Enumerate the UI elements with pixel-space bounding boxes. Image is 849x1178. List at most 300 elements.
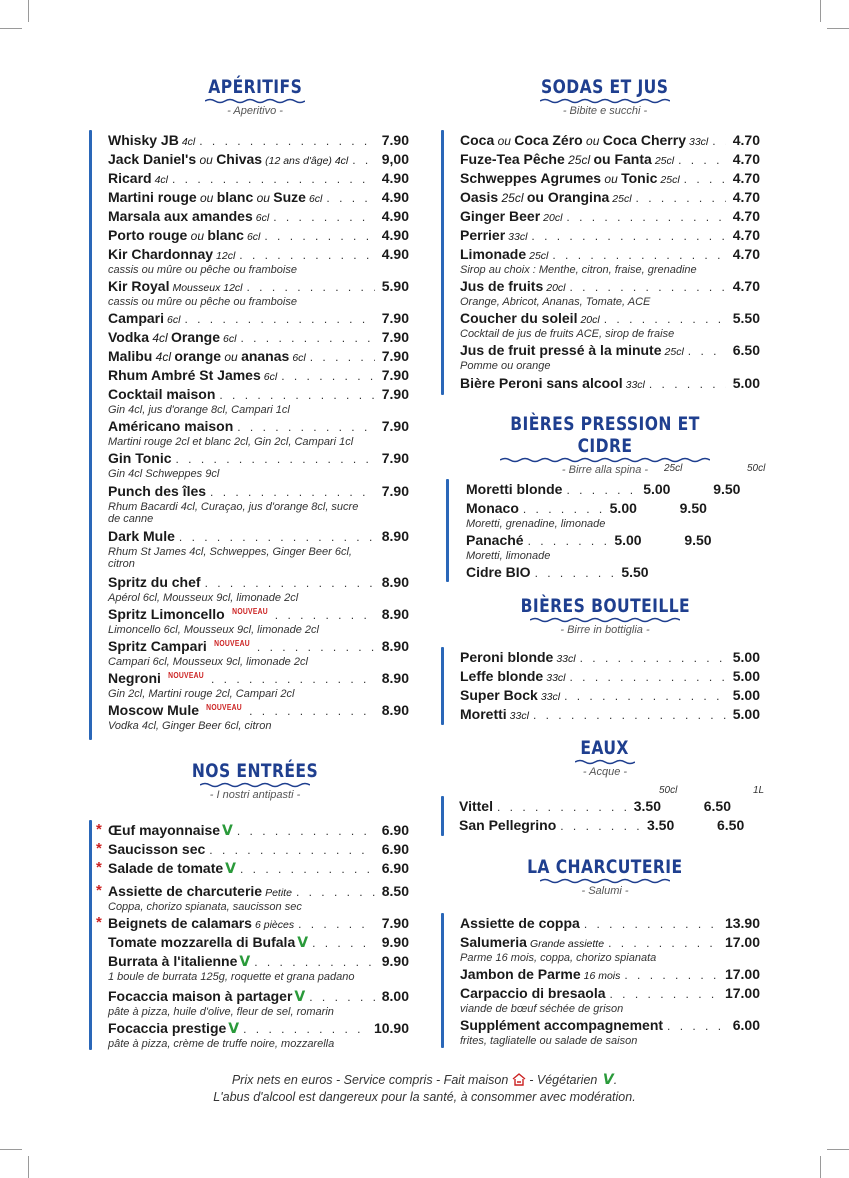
- size-text: 25cl: [498, 191, 527, 205]
- item-price: 8.50: [381, 883, 409, 899]
- dot-leader: [254, 953, 375, 972]
- menu-item: [460, 374, 760, 393]
- star-icon: *: [96, 821, 102, 838]
- dot-leader: [237, 418, 375, 437]
- accent-bar: [446, 479, 449, 582]
- section-eaux: [505, 737, 705, 778]
- section-subtitle: - Aperitivo -: [227, 105, 283, 117]
- item-name: Ricard: [108, 170, 152, 186]
- item-price: 8.90: [381, 574, 409, 590]
- item-name: Saucisson sec: [108, 841, 206, 857]
- wave-underline: [575, 759, 635, 765]
- menu-row: [108, 821, 409, 840]
- item-name: Porto rouge ou blanc: [108, 227, 244, 243]
- menu-item: [108, 277, 409, 308]
- col-header: 1L: [753, 785, 765, 796]
- dot-leader: [564, 687, 726, 706]
- item-price-small: 3.50: [633, 798, 661, 814]
- item-name: Perrier: [460, 227, 506, 243]
- dot-leader: [497, 798, 627, 817]
- dot-leader: [240, 329, 375, 348]
- item-description: Martini rouge 2cl et blanc 2cl, Gin 2cl, Campari 1cl: [108, 436, 354, 448]
- crop-mark: [820, 0, 821, 22]
- item-size: 20cl: [543, 212, 563, 224]
- menu-item: [460, 667, 760, 686]
- menu-item: [460, 226, 760, 245]
- item-name: Vittel: [459, 798, 493, 814]
- dot-leader: [608, 934, 721, 953]
- vegetarian-icon: V: [297, 935, 309, 951]
- item-name: Américano maison: [108, 418, 234, 434]
- menu-item: [460, 686, 760, 705]
- menu-item: [108, 987, 409, 1018]
- menu-item: [460, 277, 760, 308]
- menu-row: [460, 1016, 760, 1035]
- item-name: Malibu 4cl orange ou ananas: [108, 348, 290, 364]
- item-name: Campari: [108, 310, 165, 326]
- dot-leader: [523, 500, 603, 519]
- section-aperitifs: [150, 76, 360, 117]
- vegetarian-icon: V: [222, 823, 233, 839]
- section-title: SODAS ET JUS: [541, 76, 669, 98]
- item-name: Salumeria: [460, 934, 527, 950]
- menu-row: [460, 705, 760, 724]
- menu-item: [108, 131, 409, 150]
- menu-row: [108, 669, 409, 688]
- item-price: 8.00: [381, 988, 409, 1004]
- dot-leader: [273, 208, 375, 227]
- item-description: Sirop au choix : Menthe, citron, fraise, grenadine: [460, 264, 697, 276]
- dot-leader: [264, 227, 375, 246]
- menu-row: [466, 531, 766, 550]
- menu-item: [108, 637, 409, 668]
- new-badge: NOUVEAU: [206, 703, 242, 712]
- connector-text: ou: [196, 153, 217, 167]
- item-price: 6.90: [381, 841, 409, 857]
- dot-leader: [179, 528, 375, 547]
- item-price: 10.90: [373, 1020, 409, 1036]
- item-size: 25cl: [660, 174, 680, 186]
- menu-item: [460, 188, 760, 207]
- menu-item: [108, 385, 409, 416]
- item-name: Assiette de charcuterie: [108, 883, 263, 899]
- star-icon: *: [96, 840, 102, 857]
- item-name: San Pellegrino: [459, 817, 557, 833]
- item-price: 4.70: [732, 189, 760, 205]
- dot-leader: [667, 1017, 726, 1036]
- dot-leader: [570, 668, 727, 687]
- wave-underline: [530, 617, 680, 623]
- accent-bar: [89, 130, 92, 740]
- item-name: Schweppes Agrumes ou Tonic: [460, 170, 658, 186]
- dot-leader: [712, 132, 726, 151]
- menu-item: [108, 1019, 409, 1050]
- dot-leader: [535, 564, 615, 583]
- item-price: 17.00: [724, 934, 760, 950]
- item-name: Punch des îles: [108, 483, 207, 499]
- crop-mark: [827, 1149, 849, 1150]
- menu-row: [108, 914, 409, 933]
- item-price: 6.00: [732, 1017, 760, 1033]
- connector-text: ou: [196, 191, 217, 205]
- section-title: BIÈRES PRESSION ET CIDRE: [510, 413, 700, 457]
- menu-row: [108, 482, 409, 501]
- item-name: Whisky JB: [108, 132, 179, 148]
- col-header: 25cl: [664, 463, 683, 474]
- item-name: Jus de fruit pressé à la minute: [460, 342, 662, 358]
- menu-row: [108, 188, 409, 207]
- menu-row: [108, 245, 409, 264]
- item-price-large: 9.50: [713, 481, 741, 497]
- item-name: Spritz Campari: [108, 638, 207, 654]
- item-price: 4.70: [732, 170, 760, 186]
- menu-item: [108, 366, 409, 385]
- menu-row: [460, 648, 760, 667]
- menu-row: [460, 188, 760, 207]
- menu-row: [108, 701, 409, 720]
- accent-bar: [441, 913, 444, 1048]
- menu-row: [460, 245, 760, 264]
- menu-item: [460, 131, 760, 150]
- menu-item: [460, 933, 760, 964]
- menu-row: [108, 417, 409, 436]
- star-icon: *: [96, 914, 102, 931]
- menu-item: [466, 480, 766, 499]
- item-name: Martini rouge ou blanc ou Suze: [108, 189, 306, 205]
- item-description: Gin 2cl, Martini rouge 2cl, Campari 2cl: [108, 688, 295, 700]
- dot-leader: [243, 1020, 370, 1039]
- dot-leader: [247, 278, 375, 297]
- menu-row: [108, 277, 409, 296]
- section-subtitle: - Birre in bottiglia -: [560, 624, 650, 636]
- crop-mark: [0, 28, 22, 29]
- menu-row: [108, 573, 409, 592]
- item-name: Dark Mule: [108, 528, 175, 544]
- item-price: 4.90: [381, 189, 409, 205]
- section-subtitle: - I nostri antipasti -: [209, 789, 301, 801]
- menu-row: [108, 933, 409, 952]
- menu-row: [108, 169, 409, 188]
- item-size: 33cl: [689, 136, 709, 148]
- item-description: pâte à pizza, huile d'olive, fleur de sel, romarin: [108, 1006, 334, 1018]
- item-name: Jus de fruits: [460, 278, 544, 294]
- item-name: Moretti blonde: [466, 481, 563, 497]
- menu-item: [108, 933, 409, 952]
- menu-item: [460, 984, 760, 1015]
- menu-item: [460, 648, 760, 667]
- size-text: 25cl: [564, 153, 594, 167]
- menu-item: [460, 169, 760, 188]
- item-description: Rhum St James 4cl, Schweppes, Ginger Beer 6cl, citron: [108, 546, 352, 570]
- dot-leader: [312, 934, 375, 953]
- crop-mark: [820, 1156, 821, 1178]
- menu-row: [108, 637, 409, 656]
- dot-leader: [604, 310, 726, 329]
- item-price: 7.90: [381, 386, 409, 402]
- menu-item: [108, 226, 409, 245]
- section-charcuterie: [485, 856, 725, 897]
- menu-item: [108, 188, 409, 207]
- item-name: Jambon de Parme: [460, 966, 581, 982]
- item-description: Parme 16 mois, coppa, chorizo spianata: [460, 952, 657, 964]
- connector-text: ou: [494, 134, 515, 148]
- item-price: 5.00: [732, 687, 760, 703]
- item-description: pâte à pizza, crème de truffe noire, mozzarella: [108, 1038, 335, 1050]
- item-description: Gin 4cl, jus d'orange 8cl, Campari 1cl: [108, 404, 290, 416]
- item-price: 17.00: [724, 985, 760, 1001]
- item-price: 8.90: [381, 638, 409, 654]
- menu-item: [96, 859, 409, 878]
- footer: [0, 1072, 849, 1106]
- item-price: 13.90: [724, 915, 760, 931]
- item-description: Apérol 6cl, Mousseux 9cl, limonade 2cl: [108, 592, 299, 604]
- dot-leader: [172, 170, 375, 189]
- menu-item: [108, 669, 409, 700]
- dot-leader: [176, 450, 375, 469]
- item-name: Tomate mozzarella di Bufala: [108, 934, 296, 950]
- item-price: 7.90: [381, 348, 409, 364]
- dot-leader: [184, 310, 375, 329]
- menu-row: [466, 499, 766, 518]
- menu-row: [460, 374, 760, 393]
- menu-row: [108, 952, 409, 971]
- item-size: 6cl: [263, 371, 278, 383]
- dot-leader: [649, 375, 726, 394]
- item-name: Vodka 4cl Orange: [108, 329, 221, 345]
- menu-row: [108, 309, 409, 328]
- dot-leader: [636, 189, 726, 208]
- new-badge: NOUVEAU: [231, 607, 268, 616]
- item-name: Carpaccio di bresaola: [460, 985, 606, 1001]
- item-size: 33cl: [508, 231, 528, 243]
- size-text: 4cl: [152, 350, 175, 364]
- item-name: Marsala aux amandes: [108, 208, 253, 224]
- dot-leader: [533, 706, 726, 725]
- item-size: 6cl: [167, 314, 181, 326]
- dot-leader: [210, 483, 375, 502]
- dot-leader: [209, 841, 375, 860]
- menu-row: [108, 226, 409, 245]
- item-name: Jack Daniel's ou Chivas: [108, 151, 263, 167]
- menu-item: [96, 914, 409, 933]
- section-sodas: [485, 76, 725, 117]
- dot-leader: [239, 246, 375, 265]
- item-price: 4.70: [732, 208, 760, 224]
- menu-item: [108, 952, 409, 983]
- item-price: 4.70: [732, 227, 760, 243]
- dot-leader: [684, 170, 726, 189]
- item-name: Focaccia maison à partager: [108, 988, 293, 1004]
- menu-item: [108, 169, 409, 188]
- wave-underline: [540, 878, 670, 884]
- menu-item: [460, 705, 760, 724]
- footer-text: - Végétarien: [525, 1073, 598, 1087]
- menu-item: [460, 914, 760, 933]
- menu-item: [460, 245, 760, 276]
- dot-leader: [326, 189, 375, 208]
- item-price: 5.50: [732, 310, 760, 326]
- item-description: Coppa, chorizo spianata, saucisson sec: [108, 901, 302, 913]
- star-icon: *: [96, 859, 102, 876]
- accent-bar: [89, 820, 92, 1050]
- menu-row: [460, 965, 760, 984]
- item-description: Limoncello 6cl, Mousseux 9cl, limonade 2cl: [108, 624, 319, 636]
- menu-row: [460, 131, 760, 150]
- menu-item: [460, 150, 760, 169]
- menu-item: [466, 531, 766, 562]
- section-title: NOS ENTRÉES: [191, 760, 319, 782]
- item-name: Focaccia prestige: [108, 1020, 227, 1036]
- connector-text: ou: [601, 172, 622, 186]
- connector-text: ou: [582, 134, 603, 148]
- item-description: Orange, Abricot, Ananas, Tomate, ACE: [460, 296, 651, 308]
- menu-row: [108, 131, 409, 150]
- menu-row: [108, 366, 409, 385]
- crop-mark: [827, 28, 849, 29]
- accent-bar: [441, 647, 444, 725]
- item-name: Salade de tomate: [108, 860, 224, 876]
- menu-item: [108, 309, 409, 328]
- connector-text: ou: [221, 350, 242, 364]
- footer-text: Prix nets en euros - Service compris - Fait maison: [231, 1073, 509, 1087]
- item-name: Bière Peroni sans alcool: [460, 375, 623, 391]
- dot-leader: [560, 817, 640, 836]
- section-title: EAUX: [580, 737, 630, 759]
- item-price: 4.70: [732, 151, 760, 167]
- item-name: Supplément accompagnement: [460, 1017, 664, 1033]
- item-price-small: 5.00: [614, 532, 642, 548]
- accent-bar: [441, 796, 444, 836]
- item-size: 4cl: [154, 174, 169, 186]
- item-name: Spritz du chef: [108, 574, 201, 590]
- section-subtitle: - Acque -: [582, 766, 628, 778]
- item-name: Panaché: [466, 532, 524, 548]
- menu-item: [466, 563, 766, 582]
- item-price: 5.00: [732, 649, 760, 665]
- crop-mark: [28, 1156, 29, 1178]
- menu-row: [460, 914, 760, 933]
- menu-item: [460, 309, 760, 340]
- section-bouteille: [485, 595, 725, 636]
- item-price: 4.70: [732, 278, 760, 294]
- item-name: Gin Tonic: [108, 450, 172, 466]
- dot-leader: [566, 208, 726, 227]
- dot-leader: [296, 883, 375, 902]
- item-size: 6cl: [255, 212, 270, 224]
- menu-row: [108, 449, 409, 468]
- menu-item: [460, 1016, 760, 1047]
- menu-row: [108, 207, 409, 226]
- item-name: Rhum Ambré St James: [108, 367, 261, 383]
- item-name: Spritz Limoncello: [108, 606, 225, 622]
- menu-item: [96, 821, 409, 840]
- item-size: 4cl: [181, 136, 196, 148]
- item-name: Cidre BIO: [466, 564, 531, 580]
- menu-row: [108, 385, 409, 404]
- menu-row: [460, 309, 760, 328]
- menu-row: [460, 226, 760, 245]
- menu-item: [108, 417, 409, 448]
- section-entrees: [150, 760, 360, 801]
- item-description: cassis ou mûre ou pêche ou framboise: [108, 296, 297, 308]
- menu-row: [459, 816, 759, 835]
- menu-row: [460, 341, 760, 360]
- item-price: 6.90: [381, 822, 409, 838]
- item-description: Pomme ou orange: [460, 360, 551, 372]
- size-text: 4cl: [148, 331, 171, 345]
- item-name: Coucher du soleil: [460, 310, 578, 326]
- connector-text: ou: [187, 229, 208, 243]
- item-price: 4.90: [381, 208, 409, 224]
- footer-line-1: [0, 1072, 849, 1089]
- menu-item: [108, 328, 409, 347]
- item-price: 7.90: [381, 450, 409, 466]
- item-price: 5.00: [732, 706, 760, 722]
- item-size: (12 ans d'âge) 4cl: [265, 155, 349, 167]
- item-price: 5.00: [732, 668, 760, 684]
- item-price-small: 5.00: [609, 500, 637, 516]
- menu-item: [459, 816, 759, 835]
- dot-leader: [688, 342, 726, 361]
- item-size: 12cl: [216, 250, 236, 262]
- menu-row: [466, 480, 766, 499]
- item-size: 20cl: [580, 314, 600, 326]
- dot-leader: [211, 670, 375, 689]
- item-description: Moretti, grenadine, limonade: [466, 518, 606, 530]
- wave-underline: [200, 782, 310, 788]
- menu-item: [108, 482, 409, 525]
- dot-leader: [309, 988, 375, 1007]
- item-price: 7.90: [381, 329, 409, 345]
- menu-row: [466, 563, 766, 582]
- col-header: 50cl: [659, 785, 678, 796]
- item-name: Œuf mayonnaise: [108, 822, 221, 838]
- menu-row: [460, 933, 760, 952]
- dot-leader: [237, 822, 375, 841]
- item-name: Coca ou Coca Zéro ou Coca Cherry: [460, 132, 686, 148]
- item-description: Campari 6cl, Mousseux 9cl, limonade 2cl: [108, 656, 308, 668]
- section-subtitle: - Salumi -: [581, 885, 629, 897]
- menu-item: [108, 245, 409, 276]
- item-price: 7.90: [381, 310, 409, 326]
- item-price: 4.90: [381, 170, 409, 186]
- new-badge: NOUVEAU: [213, 639, 250, 648]
- col-header: 50cl: [747, 463, 766, 474]
- dot-leader: [205, 574, 375, 593]
- menu-row: [108, 882, 409, 901]
- item-price: 9,00: [381, 151, 409, 167]
- section-subtitle: - Bibite e succhi -: [562, 105, 648, 117]
- menu-item: [466, 499, 766, 530]
- menu-row: [108, 347, 409, 366]
- item-price-small: 3.50: [647, 817, 675, 833]
- vegetarian-icon: V: [225, 861, 236, 877]
- section-pression: [470, 413, 740, 476]
- item-price-large: 6.50: [703, 798, 731, 814]
- item-price-small: 5.00: [643, 481, 671, 497]
- menu-item: [96, 840, 409, 859]
- item-price: 7.90: [381, 483, 409, 499]
- item-price: 17.00: [724, 966, 760, 982]
- menu-row: [460, 150, 760, 169]
- item-price: 7.90: [381, 915, 409, 931]
- item-size: Petite: [265, 887, 292, 899]
- item-price: 6.50: [732, 342, 760, 358]
- item-name: Burrata à l'italienne: [108, 953, 238, 969]
- item-size: 33cl: [540, 691, 561, 703]
- menu-item: [108, 605, 409, 636]
- wave-underline: [540, 98, 670, 104]
